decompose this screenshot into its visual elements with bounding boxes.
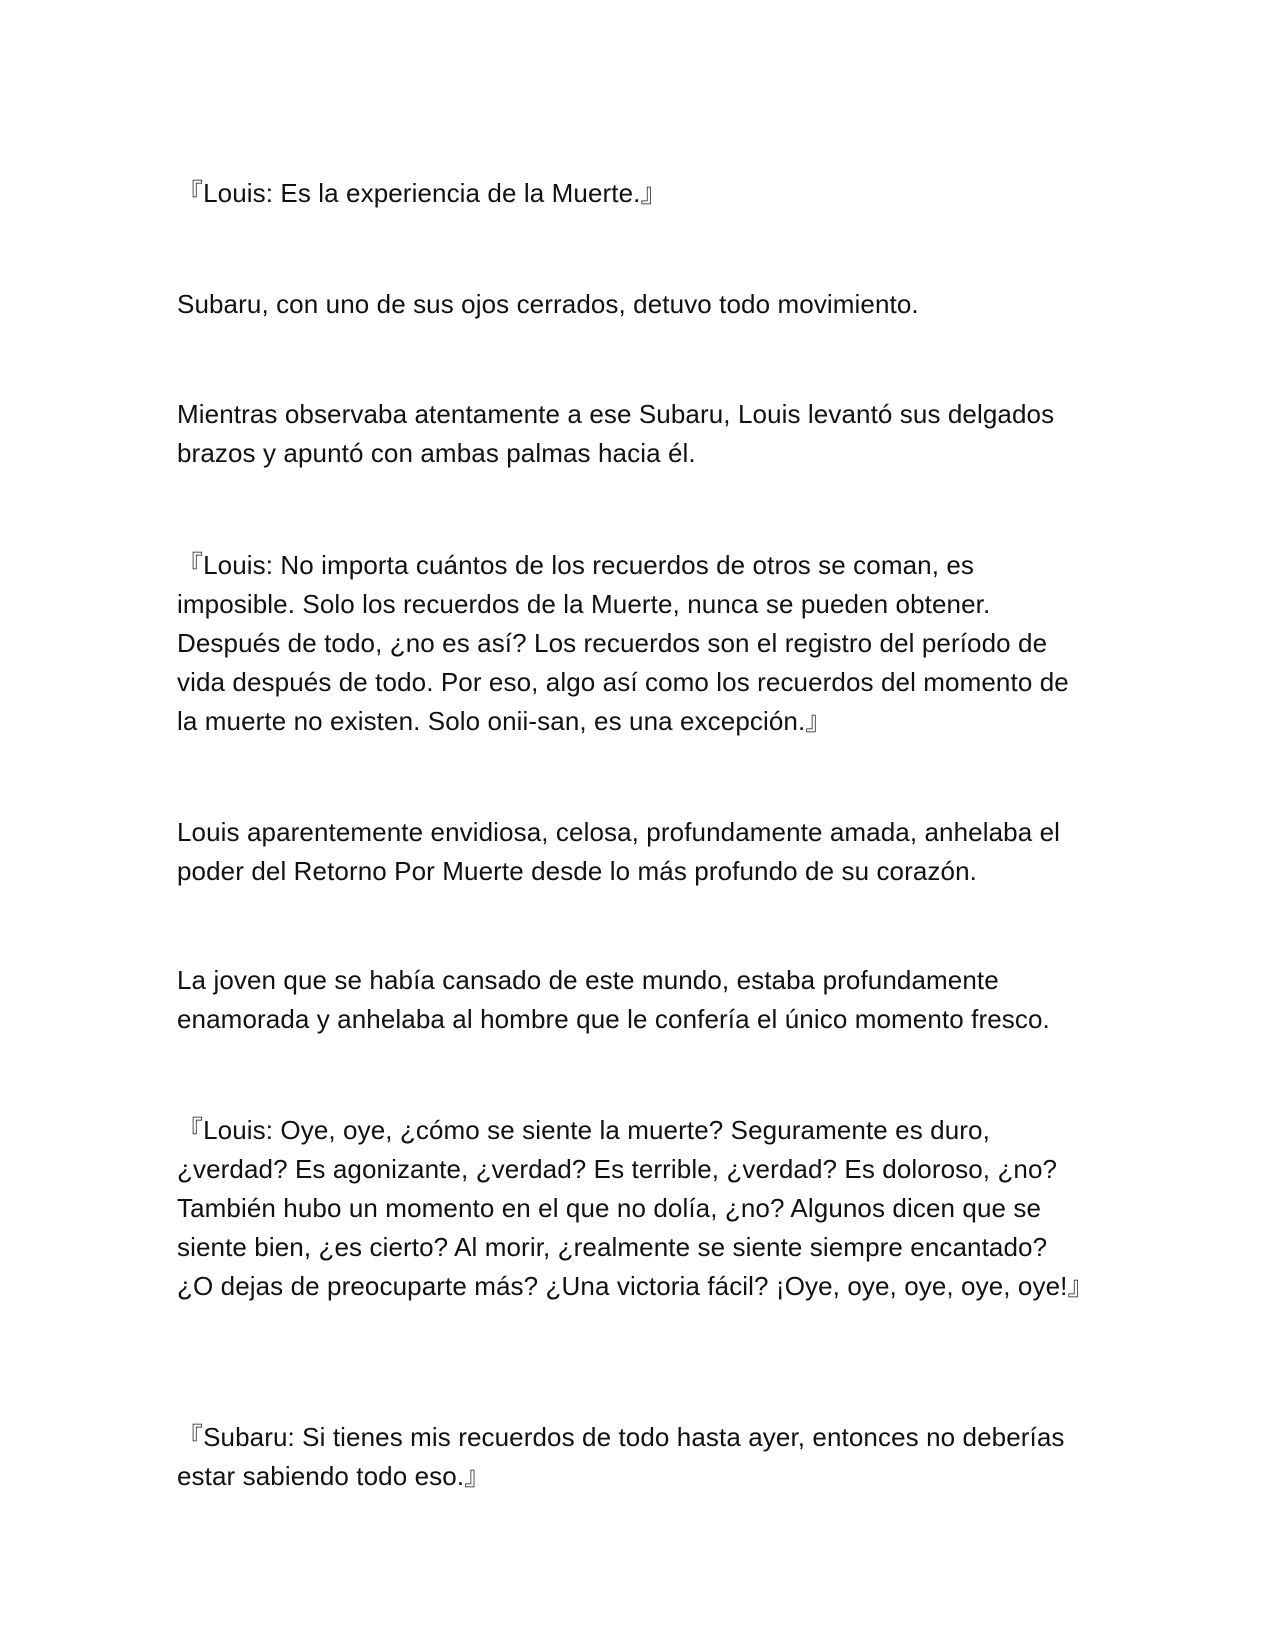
paragraph-louis-dialogue-3: 『Louis: Oye, oye, ¿cómo se siente la muerte? Seguramente es duro, ¿verdad? Es agonizante, ¿verdad? Es terrible, ¿verdad? Es doloroso, ¿no? También hubo un momento en el que no dolía, ¿no? Algunos dicen que se siente bien, ¿es cierto? Al morir, ¿realmente se siente siempre encantado? ¿O dejas de preocuparte más? ¿Una victoria fácil? ¡Oye, oye, oye, oye, oye!』	[177, 1115, 1094, 1301]
paragraph-subaru-dialogue: 『Subaru: Si tienes mis recuerdos de todo hasta ayer, entonces no deberías estar sabiendo todo eso.』	[177, 1422, 1065, 1491]
paragraph-narration-3: Louis aparentemente envidiosa, celosa, profundamente amada, anhelaba el poder del Retorno Por Muerte desde lo más profundo de su corazón.	[177, 817, 1061, 886]
paragraph-louis-dialogue-1: 『Louis: Es la experiencia de la Muerte.』	[177, 178, 667, 208]
paragraph-narration-2: Mientras observaba atentamente a ese Subaru, Louis levantó sus delgados brazos y apuntó con ambas palmas hacia él.	[177, 399, 1055, 468]
paragraph-narration-4: La joven que se había cansado de este mundo, estaba profundamente enamorada y anhelaba al hombre que le confería el único momento fresco.	[177, 965, 1050, 1034]
paragraph-louis-dialogue-2: 『Louis: No importa cuántos de los recuerdos de otros se coman, es imposible. Solo los recuerdos de la Muerte, nunca se pueden obtener. Después de todo, ¿no es así? Los recuerdos son el registro del período de vida después de todo. Por eso, algo así como los recuerdos del momento de la muerte no existen. Solo onii-san, es una excepción.』	[177, 550, 1069, 736]
paragraph-narration-1: Subaru, con uno de sus ojos cerrados, detuvo todo movimiento.	[177, 289, 919, 319]
